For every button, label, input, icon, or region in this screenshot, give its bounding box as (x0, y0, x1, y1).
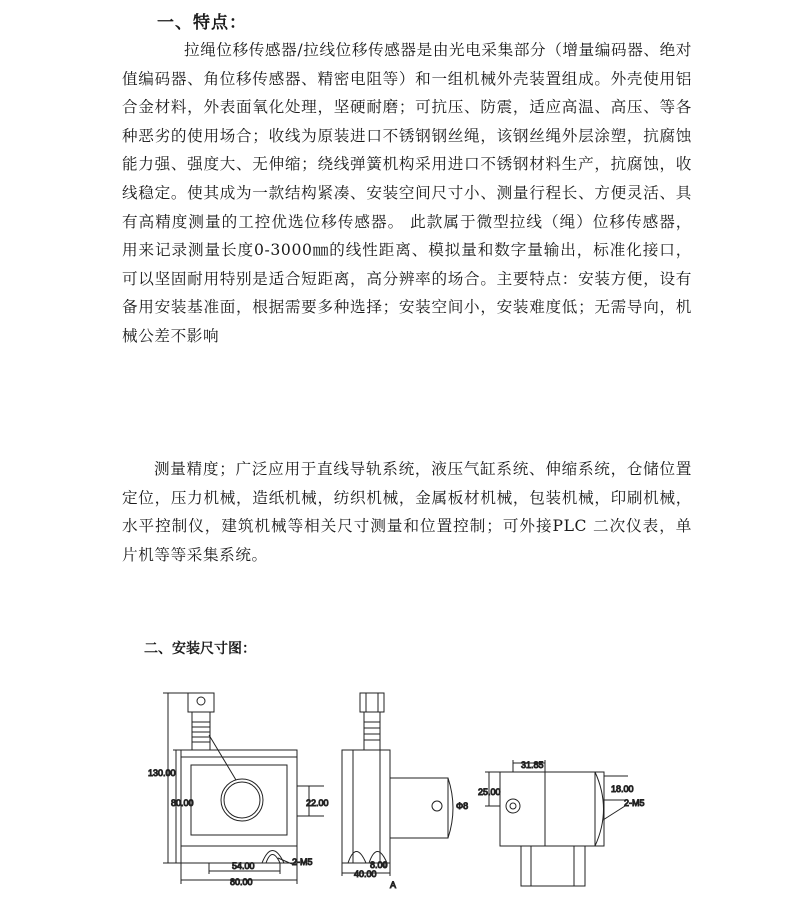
dim-front-bottom-total: 80.00 (230, 877, 253, 887)
dim-side-hole: 8.00 (370, 860, 388, 870)
dim-top-thread: 2-M5 (624, 798, 645, 808)
dim-front-height-total: 130.00 (148, 768, 176, 778)
section-title-dimensions: 二、安装尺寸图： (144, 641, 256, 657)
top-mount-hole (506, 799, 520, 813)
front-tower (192, 712, 210, 750)
section-title-features: 一、特点： (157, 13, 247, 33)
top-view (485, 760, 628, 886)
dim-front-height-body: 80.00 (171, 798, 194, 808)
front-thread-m5 (262, 851, 284, 864)
side-body (342, 750, 390, 863)
dim-top-width: 31.85 (521, 760, 544, 770)
label-side-a: A (390, 880, 397, 890)
side-shaft-housing (390, 778, 448, 838)
dim-side-depth: 40.00 (354, 869, 377, 879)
dim-top-offset: 18.00 (611, 784, 634, 794)
top-body (500, 772, 604, 846)
features-paragraph-1: 拉绳位移传感器/拉线位移传感器是由光电采集部分（增量编码器、绝对值编码器、角位移传感器、精密电阻等）和一组机械外壳装置组成。外壳使用铝合金材料，外表面氧化处理，坚硬耐磨；可抗压、防震，适应高温、高压、等各种恶劣的使用场合；收线为原装进口不锈钢钢丝绳，该钢丝绳外层涂塑，抗腐蚀能力强、强度大、无伸缩；绕线弹簧机构采用进口不锈钢材料生产，抗腐蚀，收线稳定。使其成为一款结构紧凑、安装空间尺寸小、测量行程长、方便灵活、具有高精度测量的工控优选位移传感器。 此款属于微型拉线（绳）位移传感器，用来记录测量长度0-3000㎜的线性距离、模拟量和数字量输出，标准化接口，可以坚固耐用特别是适合短距离，高分辨率的场合。主要特点：安装方便，设有备用安装基准面，根据需要多种选择；安装空间小，安装难度低；无需导向，机械公差不影响 (122, 41, 692, 345)
dim-front-side: 22.00 (306, 798, 329, 808)
front-ring (188, 693, 214, 712)
front-ring-hole (197, 697, 205, 705)
front-view (163, 693, 324, 884)
installation-dimension-drawing (0, 680, 794, 924)
dim-front-thread: 2-M5 (292, 857, 313, 867)
dim-side-diameter: Φ8 (456, 801, 469, 811)
side-view (342, 693, 453, 876)
dim-top-height: 25.00 (478, 787, 501, 797)
front-shaft-circle (221, 779, 263, 821)
features-paragraph-2: 测量精度；广泛应用于直线导轨系统，液压气缸系统、伸缩系统，仓储位置定位，压力机械，造纸机械，纺织机械，金属板材机械，包装机械，印刷机械，水平控制仪，建筑机械等相关尺寸测量和位置控制；可外接PLC 二次仪表，单片机等等采集系统。 (122, 460, 692, 564)
dim-front-bottom-inner: 54.00 (232, 861, 255, 871)
side-shaft-hole (432, 801, 442, 811)
